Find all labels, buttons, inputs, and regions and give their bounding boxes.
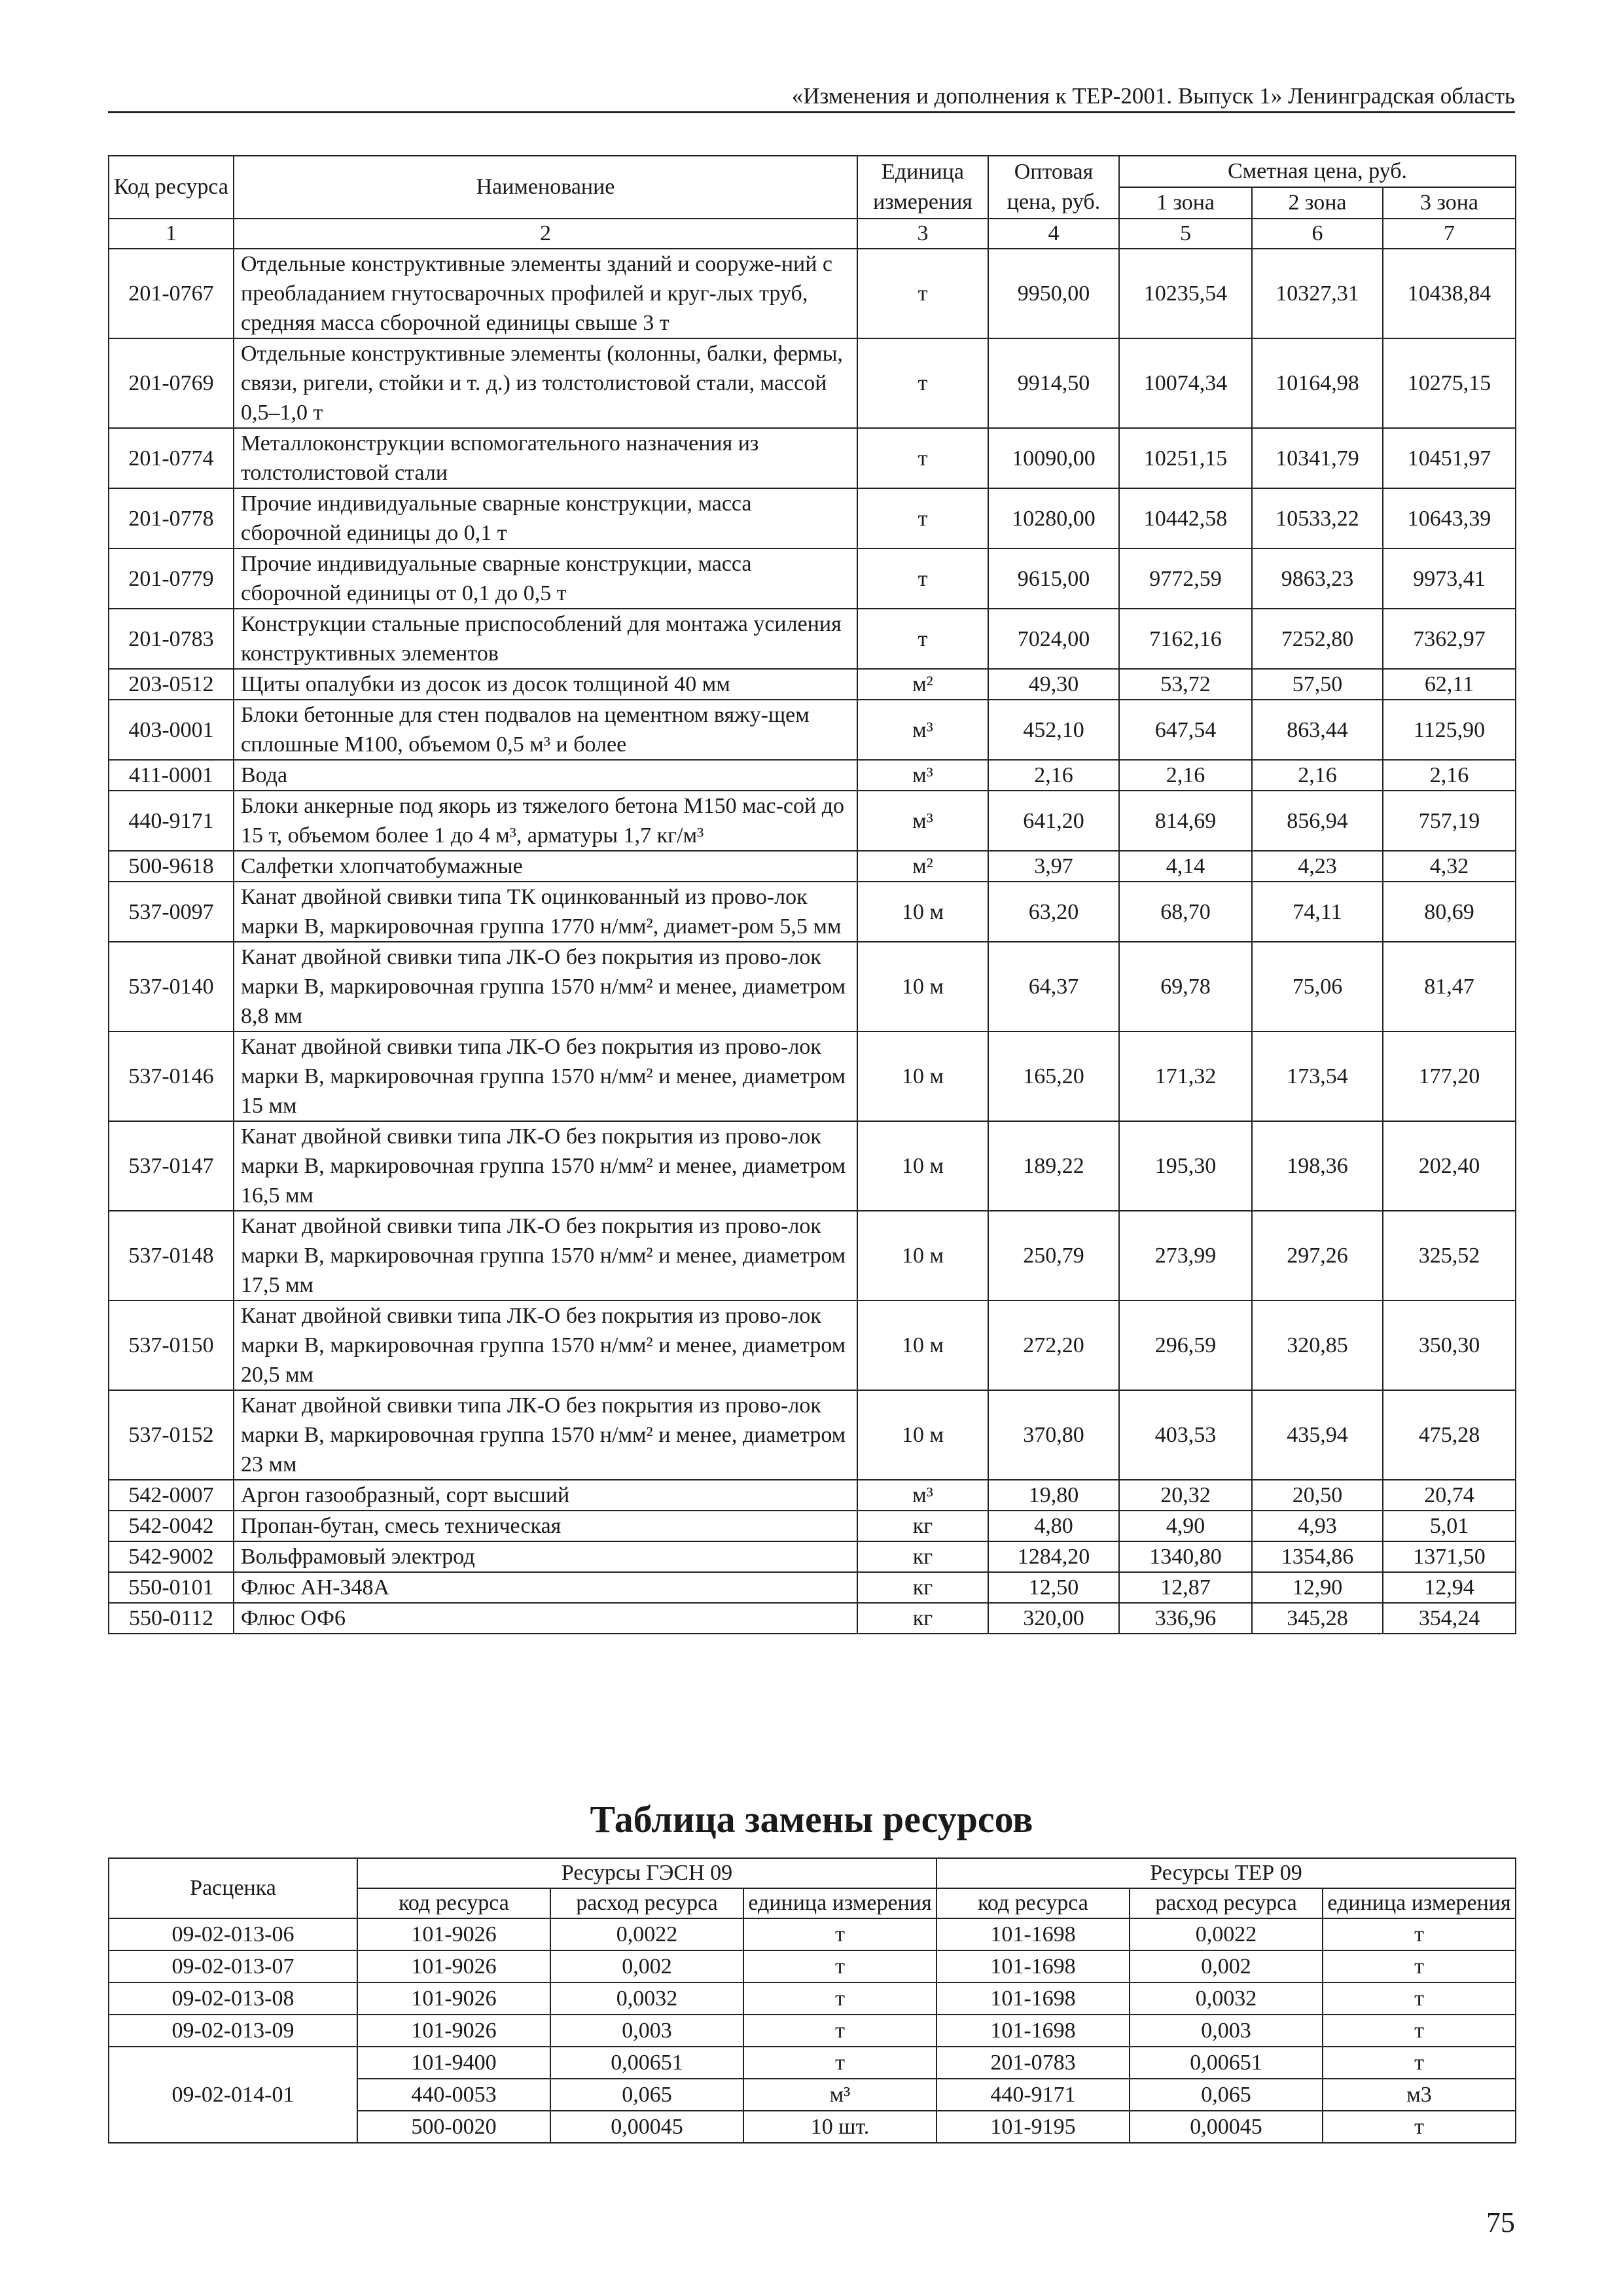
gesn-usage: 0,002	[550, 1950, 743, 1982]
header-code: Код ресурса	[109, 156, 234, 219]
resource-name: Пропан-бутан, смесь техническая	[234, 1511, 857, 1541]
zone2-price: 10341,79	[1252, 428, 1383, 488]
gesn-code: 101-9026	[357, 1982, 550, 2015]
zone1-price: 336,96	[1119, 1603, 1252, 1634]
unit: 10 м	[857, 1211, 988, 1300]
resource-name: Отдельные конструктивные элементы (колонны, балки, фермы, связи, ригели, стойки и т. д.) из толстолистовой стали, массой 0,5–1,0 т	[234, 338, 857, 428]
unit: т	[857, 548, 988, 609]
table-row	[109, 488, 1516, 548]
resource-name: Канат двойной свивки типа ЛК-О без покрытия из прово-лок марки В, маркировочная группа 1570 н/мм² и менее, диаметром 16,5 мм	[234, 1121, 857, 1211]
wholesale-price: 9914,50	[988, 338, 1119, 428]
table-row	[109, 2015, 1516, 2047]
price-table	[108, 155, 1516, 1634]
ter-usage: 0,0022	[1130, 1918, 1323, 1950]
wholesale-price: 2,16	[988, 760, 1119, 791]
zone3-price: 80,69	[1383, 882, 1516, 942]
gesn-unit: т	[743, 1950, 936, 1982]
wholesale-price: 64,37	[988, 942, 1119, 1031]
resource-code: 537-0148	[109, 1211, 234, 1300]
header-wholesale: Оптовая цена, руб.	[988, 156, 1119, 219]
zone1-price: 10074,34	[1119, 338, 1252, 428]
zone3-price: 81,47	[1383, 942, 1516, 1031]
zone3-price: 202,40	[1383, 1121, 1516, 1211]
zone3-price: 10275,15	[1383, 338, 1516, 428]
ter-unit: т	[1323, 2015, 1516, 2047]
zone1-price: 7162,16	[1119, 609, 1252, 669]
zone3-price: 4,32	[1383, 851, 1516, 882]
wholesale-price: 272,20	[988, 1300, 1119, 1390]
unit: 10 м	[857, 942, 988, 1031]
zone1-price: 4,90	[1119, 1511, 1252, 1541]
resource-code: 201-0774	[109, 428, 234, 488]
gesn-code: 101-9026	[357, 1918, 550, 1950]
ter-code: 101-1698	[936, 1982, 1130, 2015]
resource-code: 440-9171	[109, 791, 234, 851]
rate-code: 09-02-013-08	[109, 1982, 357, 2015]
header-name: Наименование	[234, 156, 857, 219]
ter-usage: 0,00651	[1130, 2047, 1323, 2079]
unit: т	[857, 428, 988, 488]
rate-code: 09-02-013-06	[109, 1918, 357, 1950]
resource-name: Прочие индивидуальные сварные конструкции, масса сборочной единицы от 0,1 до 0,5 т	[234, 548, 857, 609]
table-row	[109, 1918, 1516, 1950]
zone2-price: 57,50	[1252, 669, 1383, 700]
table-row	[109, 1480, 1516, 1511]
zone1-price: 814,69	[1119, 791, 1252, 851]
gesn-usage: 0,0022	[550, 1918, 743, 1950]
zone3-price: 9973,41	[1383, 548, 1516, 609]
wholesale-price: 370,80	[988, 1390, 1119, 1480]
header-zone2: 2 зона	[1252, 187, 1383, 219]
table-row	[109, 2047, 1516, 2079]
resource-code: 537-0140	[109, 942, 234, 1031]
zone1-price: 195,30	[1119, 1121, 1252, 1211]
ter-unit: т	[1323, 1918, 1516, 1950]
zone1-price: 53,72	[1119, 669, 1252, 700]
table-row	[109, 1982, 1516, 2015]
ter-usage: 0,002	[1130, 1950, 1323, 1982]
rate-code: 09-02-014-01	[109, 2047, 357, 2143]
resource-code: 537-0150	[109, 1300, 234, 1390]
table-row	[109, 249, 1516, 338]
unit: т	[857, 609, 988, 669]
unit: м³	[857, 700, 988, 760]
header-ter-code: код ресурса	[936, 1888, 1130, 1918]
resource-code: 537-0097	[109, 882, 234, 942]
header-unit: Единица измерения	[857, 156, 988, 219]
table-row	[109, 1572, 1516, 1603]
table-row	[109, 1300, 1516, 1390]
table-row	[109, 1211, 1516, 1300]
table-row	[109, 669, 1516, 700]
zone1-price: 10251,15	[1119, 428, 1252, 488]
zone2-price: 1354,86	[1252, 1541, 1383, 1572]
table-row	[109, 942, 1516, 1031]
zone3-price: 10438,84	[1383, 249, 1516, 338]
wholesale-price: 49,30	[988, 669, 1119, 700]
zone2-price: 320,85	[1252, 1300, 1383, 1390]
gesn-usage: 0,0032	[550, 1982, 743, 2015]
ter-usage: 0,065	[1130, 2079, 1323, 2111]
zone1-price: 647,54	[1119, 700, 1252, 760]
column-number: 2	[234, 219, 857, 249]
column-number: 4	[988, 219, 1119, 249]
gesn-usage: 0,065	[550, 2079, 743, 2111]
unit: 10 м	[857, 1121, 988, 1211]
resource-code: 500-9618	[109, 851, 234, 882]
column-number: 7	[1383, 219, 1516, 249]
gesn-code: 101-9026	[357, 1950, 550, 1982]
resource-code: 537-0146	[109, 1031, 234, 1121]
table-row	[109, 700, 1516, 760]
zone3-price: 325,52	[1383, 1211, 1516, 1300]
zone3-price: 350,30	[1383, 1300, 1516, 1390]
table-row	[109, 760, 1516, 791]
resource-code: 411-0001	[109, 760, 234, 791]
zone1-price: 68,70	[1119, 882, 1252, 942]
ter-code: 101-1698	[936, 1950, 1130, 1982]
zone2-price: 10164,98	[1252, 338, 1383, 428]
wholesale-price: 3,97	[988, 851, 1119, 882]
table-row	[109, 428, 1516, 488]
rate-code: 09-02-013-07	[109, 1950, 357, 1982]
unit: т	[857, 488, 988, 548]
ter-code: 101-1698	[936, 2015, 1130, 2047]
resource-code: 201-0779	[109, 548, 234, 609]
ter-unit: т	[1323, 2047, 1516, 2079]
zone2-price: 4,23	[1252, 851, 1383, 882]
resource-code: 542-0042	[109, 1511, 234, 1541]
resource-name: Металлоконструкции вспомогательного назначения из толстолистовой стали	[234, 428, 857, 488]
zone2-price: 856,94	[1252, 791, 1383, 851]
zone2-price: 74,11	[1252, 882, 1383, 942]
zone2-price: 9863,23	[1252, 548, 1383, 609]
zone1-price: 1340,80	[1119, 1541, 1252, 1572]
zone2-price: 4,93	[1252, 1511, 1383, 1541]
header-estimate: Сметная цена, руб.	[1119, 156, 1516, 187]
zone1-price: 10442,58	[1119, 488, 1252, 548]
zone1-price: 10235,54	[1119, 249, 1252, 338]
zone3-price: 20,74	[1383, 1480, 1516, 1511]
zone1-price: 403,53	[1119, 1390, 1252, 1480]
header-ter-unit: единица измерения	[1323, 1888, 1516, 1918]
running-header: «Изменения и дополнения к ТЕР-2001. Выпуск 1» Ленинградская область	[108, 85, 1515, 113]
resource-name: Канат двойной свивки типа ЛК-О без покрытия из прово-лок марки В, маркировочная группа 1570 н/мм² и менее, диаметром 15 мм	[234, 1031, 857, 1121]
header-gesn-code: код ресурса	[357, 1888, 550, 1918]
zone3-price: 62,11	[1383, 669, 1516, 700]
table-row	[109, 1390, 1516, 1480]
wholesale-price: 641,20	[988, 791, 1119, 851]
zone3-price: 177,20	[1383, 1031, 1516, 1121]
wholesale-price: 320,00	[988, 1603, 1119, 1634]
header-gesn-unit: единица измерения	[743, 1888, 936, 1918]
zone1-price: 20,32	[1119, 1480, 1252, 1511]
wholesale-price: 10280,00	[988, 488, 1119, 548]
resource-code: 542-9002	[109, 1541, 234, 1572]
zone1-price: 4,14	[1119, 851, 1252, 882]
gesn-code: 500-0020	[357, 2111, 550, 2143]
resource-code: 201-0778	[109, 488, 234, 548]
header-zone3: 3 зона	[1383, 187, 1516, 219]
zone2-price: 345,28	[1252, 1603, 1383, 1634]
gesn-unit: т	[743, 2015, 936, 2047]
ter-usage: 0,0032	[1130, 1982, 1323, 2015]
gesn-unit: т	[743, 1982, 936, 2015]
unit: кг	[857, 1541, 988, 1572]
resource-name: Блоки анкерные под якорь из тяжелого бетона М150 мас-сой до 15 т, объемом более 1 до 4 м³, арматуры 1,7 кг/м³	[234, 791, 857, 851]
wholesale-price: 9950,00	[988, 249, 1119, 338]
header-ter-group: Ресурсы ТЕР 09	[936, 1858, 1516, 1888]
column-number: 3	[857, 219, 988, 249]
ter-code: 440-9171	[936, 2079, 1130, 2111]
replacement-table-title: Таблица замены ресурсов	[590, 1798, 1033, 1840]
gesn-code: 440-0053	[357, 2079, 550, 2111]
table-row	[109, 1511, 1516, 1541]
resource-name: Отдельные конструктивные элементы зданий и сооруже-ний с преобладанием гнутосварочных профилей и круг-лых труб, средняя масса сборочной единицы свыше 3 т	[234, 249, 857, 338]
resource-code: 550-0101	[109, 1572, 234, 1603]
resource-name: Вольфрамовый электрод	[234, 1541, 857, 1572]
header-zone1: 1 зона	[1119, 187, 1252, 219]
table-row	[109, 548, 1516, 609]
wholesale-price: 1284,20	[988, 1541, 1119, 1572]
resource-code: 201-0769	[109, 338, 234, 428]
wholesale-price: 165,20	[988, 1031, 1119, 1121]
resource-name: Блоки бетонные для стен подвалов на цементном вяжу-щем сплошные М100, объемом 0,5 м³ и более	[234, 700, 857, 760]
gesn-unit: м³	[743, 2079, 936, 2111]
unit: 10 м	[857, 1390, 988, 1480]
unit: м³	[857, 791, 988, 851]
zone2-price: 198,36	[1252, 1121, 1383, 1211]
zone3-price: 475,28	[1383, 1390, 1516, 1480]
header-ter-usage: расход ресурса	[1130, 1888, 1323, 1918]
gesn-code: 101-9026	[357, 2015, 550, 2047]
resource-code: 403-0001	[109, 700, 234, 760]
zone3-price: 1371,50	[1383, 1541, 1516, 1572]
header-gesn-group: Ресурсы ГЭСН 09	[357, 1858, 936, 1888]
zone2-price: 75,06	[1252, 942, 1383, 1031]
ter-unit: т	[1323, 1982, 1516, 2015]
zone3-price: 2,16	[1383, 760, 1516, 791]
table-row	[109, 882, 1516, 942]
table-row	[109, 609, 1516, 669]
wholesale-price: 250,79	[988, 1211, 1119, 1300]
zone2-price: 12,90	[1252, 1572, 1383, 1603]
resource-name: Щиты опалубки из досок из досок толщиной 40 мм	[234, 669, 857, 700]
wholesale-price: 19,80	[988, 1480, 1119, 1511]
zone3-price: 12,94	[1383, 1572, 1516, 1603]
zone2-price: 2,16	[1252, 760, 1383, 791]
unit: кг	[857, 1572, 988, 1603]
zone1-price: 273,99	[1119, 1211, 1252, 1300]
table-row	[109, 1950, 1516, 1982]
zone2-price: 10327,31	[1252, 249, 1383, 338]
zone1-price: 2,16	[1119, 760, 1252, 791]
wholesale-price: 12,50	[988, 1572, 1119, 1603]
zone3-price: 757,19	[1383, 791, 1516, 851]
ter-usage: 0,003	[1130, 2015, 1323, 2047]
unit: т	[857, 338, 988, 428]
zone1-price: 296,59	[1119, 1300, 1252, 1390]
unit: 10 м	[857, 882, 988, 942]
resource-name: Канат двойной свивки типа ЛК-О без покрытия из прово-лок марки В, маркировочная группа 1570 н/мм² и менее, диаметром 20,5 мм	[234, 1300, 857, 1390]
ter-unit: м3	[1323, 2079, 1516, 2111]
zone1-price: 69,78	[1119, 942, 1252, 1031]
unit: кг	[857, 1603, 988, 1634]
header-gesn-usage: расход ресурса	[550, 1888, 743, 1918]
ter-usage: 0,00045	[1130, 2111, 1323, 2143]
unit: кг	[857, 1511, 988, 1541]
zone2-price: 20,50	[1252, 1480, 1383, 1511]
resource-name: Салфетки хлопчатобумажные	[234, 851, 857, 882]
zone1-price: 171,32	[1119, 1031, 1252, 1121]
ter-unit: т	[1323, 2111, 1516, 2143]
gesn-unit: 10 шт.	[743, 2111, 936, 2143]
table-row	[109, 1121, 1516, 1211]
resource-code: 201-0767	[109, 249, 234, 338]
resource-code: 542-0007	[109, 1480, 234, 1511]
ter-code: 201-0783	[936, 2047, 1130, 2079]
resource-name: Вода	[234, 760, 857, 791]
table-row	[109, 1031, 1516, 1121]
column-number: 6	[1252, 219, 1383, 249]
gesn-unit: т	[743, 2047, 936, 2079]
zone2-price: 435,94	[1252, 1390, 1383, 1480]
resource-name: Канат двойной свивки типа ЛК-О без покрытия из прово-лок марки В, маркировочная группа 1570 н/мм² и менее, диаметром 8,8 мм	[234, 942, 857, 1031]
ter-unit: т	[1323, 1950, 1516, 1982]
resource-code: 203-0512	[109, 669, 234, 700]
wholesale-price: 4,80	[988, 1511, 1119, 1541]
table-row	[109, 338, 1516, 428]
resource-code: 537-0152	[109, 1390, 234, 1480]
zone2-price: 863,44	[1252, 700, 1383, 760]
zone2-price: 10533,22	[1252, 488, 1383, 548]
unit: 10 м	[857, 1031, 988, 1121]
wholesale-price: 7024,00	[988, 609, 1119, 669]
unit: т	[857, 249, 988, 338]
resource-name: Канат двойной свивки типа ЛК-О без покрытия из прово-лок марки В, маркировочная группа 1570 н/мм² и менее, диаметром 17,5 мм	[234, 1211, 857, 1300]
gesn-code: 101-9400	[357, 2047, 550, 2079]
table-row	[109, 1541, 1516, 1572]
table-row	[109, 851, 1516, 882]
ter-code: 101-9195	[936, 2111, 1130, 2143]
unit: м²	[857, 669, 988, 700]
gesn-usage: 0,00045	[550, 2111, 743, 2143]
zone3-price: 1125,90	[1383, 700, 1516, 760]
resource-name: Прочие индивидуальные сварные конструкции, масса сборочной единицы до 0,1 т	[234, 488, 857, 548]
resource-name: Канат двойной свивки типа ЛК-О без покрытия из прово-лок марки В, маркировочная группа 1570 н/мм² и менее, диаметром 23 мм	[234, 1390, 857, 1480]
column-number: 5	[1119, 219, 1252, 249]
gesn-usage: 0,003	[550, 2015, 743, 2047]
unit: 10 м	[857, 1300, 988, 1390]
resource-code: 537-0147	[109, 1121, 234, 1211]
ter-code: 101-1698	[936, 1918, 1130, 1950]
wholesale-price: 9615,00	[988, 548, 1119, 609]
gesn-unit: т	[743, 1918, 936, 1950]
table-row	[109, 791, 1516, 851]
unit: м³	[857, 1480, 988, 1511]
zone1-price: 9772,59	[1119, 548, 1252, 609]
zone1-price: 12,87	[1119, 1572, 1252, 1603]
resource-name: Аргон газообразный, сорт высший	[234, 1480, 857, 1511]
wholesale-price: 63,20	[988, 882, 1119, 942]
table-row	[109, 1603, 1516, 1634]
zone3-price: 7362,97	[1383, 609, 1516, 669]
page-number: 75	[1486, 2206, 1515, 2238]
column-number: 1	[109, 219, 234, 249]
gesn-usage: 0,00651	[550, 2047, 743, 2079]
resource-name: Флюс ОФ6	[234, 1603, 857, 1634]
zone2-price: 173,54	[1252, 1031, 1383, 1121]
rate-code: 09-02-013-09	[109, 2015, 357, 2047]
replacement-table	[108, 1857, 1516, 2144]
zone3-price: 354,24	[1383, 1603, 1516, 1634]
zone3-price: 10451,97	[1383, 428, 1516, 488]
resource-name: Канат двойной свивки типа ТК оцинкованный из прово-лок марки В, маркировочная группа 1770 н/мм², диамет-ром 5,5 мм	[234, 882, 857, 942]
zone3-price: 5,01	[1383, 1511, 1516, 1541]
resource-code: 201-0783	[109, 609, 234, 669]
wholesale-price: 189,22	[988, 1121, 1119, 1211]
resource-code: 550-0112	[109, 1603, 234, 1634]
unit: м³	[857, 760, 988, 791]
wholesale-price: 10090,00	[988, 428, 1119, 488]
zone2-price: 7252,80	[1252, 609, 1383, 669]
zone2-price: 297,26	[1252, 1211, 1383, 1300]
wholesale-price: 452,10	[988, 700, 1119, 760]
resource-name: Флюс АН-348А	[234, 1572, 857, 1603]
zone3-price: 10643,39	[1383, 488, 1516, 548]
unit: м²	[857, 851, 988, 882]
resource-name: Конструкции стальные приспособлений для монтажа усиления конструктивных элементов	[234, 609, 857, 669]
header-rate: Расценка	[109, 1858, 357, 1918]
